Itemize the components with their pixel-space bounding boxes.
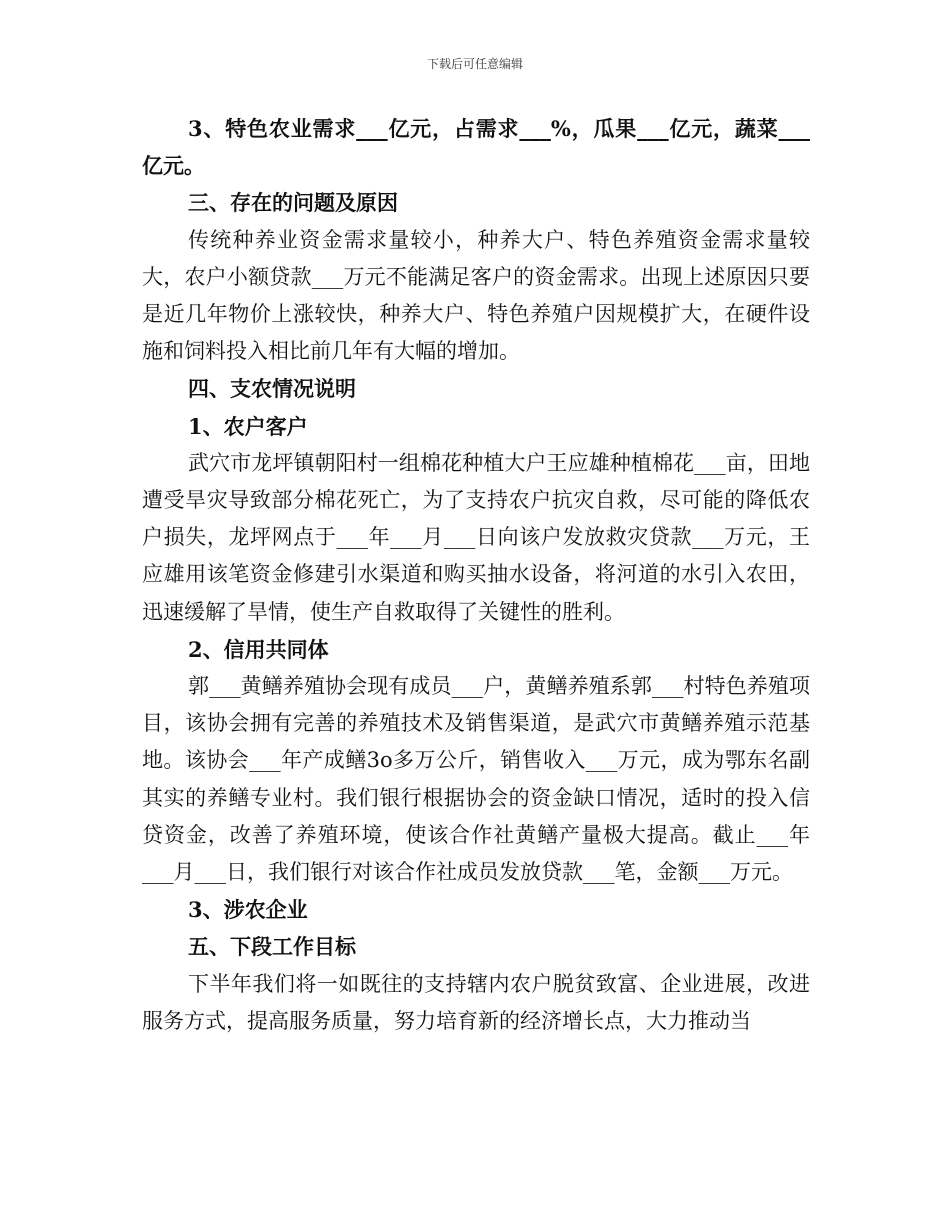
paragraph-agri-demand: 3、特色农业需求___亿元，占需求___%，瓜果___亿元，蔬菜___亿元。 — [142, 116, 810, 179]
paragraph-problems: 传统种养业资金需求量较小，种养大户、特色养殖资金需求量较大，农户小额贷款___万元不能满足客户的资金需求。出现上述原因只要是近几年物价上涨较快，种养大户、特色养殖户因规模扩大，在硬件设施和饲料投入相比前几年有大幅的增加。 — [142, 227, 810, 364]
paragraph-farmer-clients: 武穴市龙坪镇朝阳村一组棉花种植大户王应雄种植棉花___亩，田地遭受旱灾导致部分棉花死亡，为了支持农户抗灾自救，尽可能的降低农户损失，龙坪网点于___年___月___日向该户发放救灾贷款___万元，王应雄用该笔资金修建引水渠道和购买抽水设备，将河道的水引入农田，迅速缓解了旱情，使生产自救取得了关键性的胜利。 — [142, 450, 810, 624]
heading-credit-community: 2、信用共同体 — [188, 636, 329, 662]
heading-support: 四、支农情况说明 — [188, 376, 356, 402]
heading-problems: 三、存在的问题及原因 — [188, 190, 398, 216]
paragraph-credit-community: 郭___黄鳝养殖协会现有成员___户，黄鳝养殖系郭___村特色养殖项目，该协会拥有完善的养殖技术及销售渠道，是武穴市黄鳝养殖示范基地。该协会___年产成鳝3o多万公斤，销售收入___万元，成为鄂东名副其实的养鳝专业村。我们银行根据协会的资金缺口情况，适时的投入信贷资金，改善了养殖环境，使该合作社黄鳝产量极大提高。截止___年___月___日，我们银行对该合作社成员发放贷款___笔，金额___万元。 — [142, 674, 810, 885]
heading-agri-enterprises: 3、涉农企业 — [188, 897, 308, 923]
paragraph-goals: 下半年我们将一如既往的支持辖内农户脱贫致富、企业进展，改进服务方式，提高服务质量，努力培育新的经济增长点，大力推动当 — [142, 971, 810, 1033]
document-body — [142, 110, 810, 1040]
heading-goals: 五、下段工作目标 — [188, 934, 356, 960]
page-header: 下载后可任意编辑 — [426, 57, 523, 71]
heading-farmer-clients: 1、农户客户 — [188, 413, 308, 439]
